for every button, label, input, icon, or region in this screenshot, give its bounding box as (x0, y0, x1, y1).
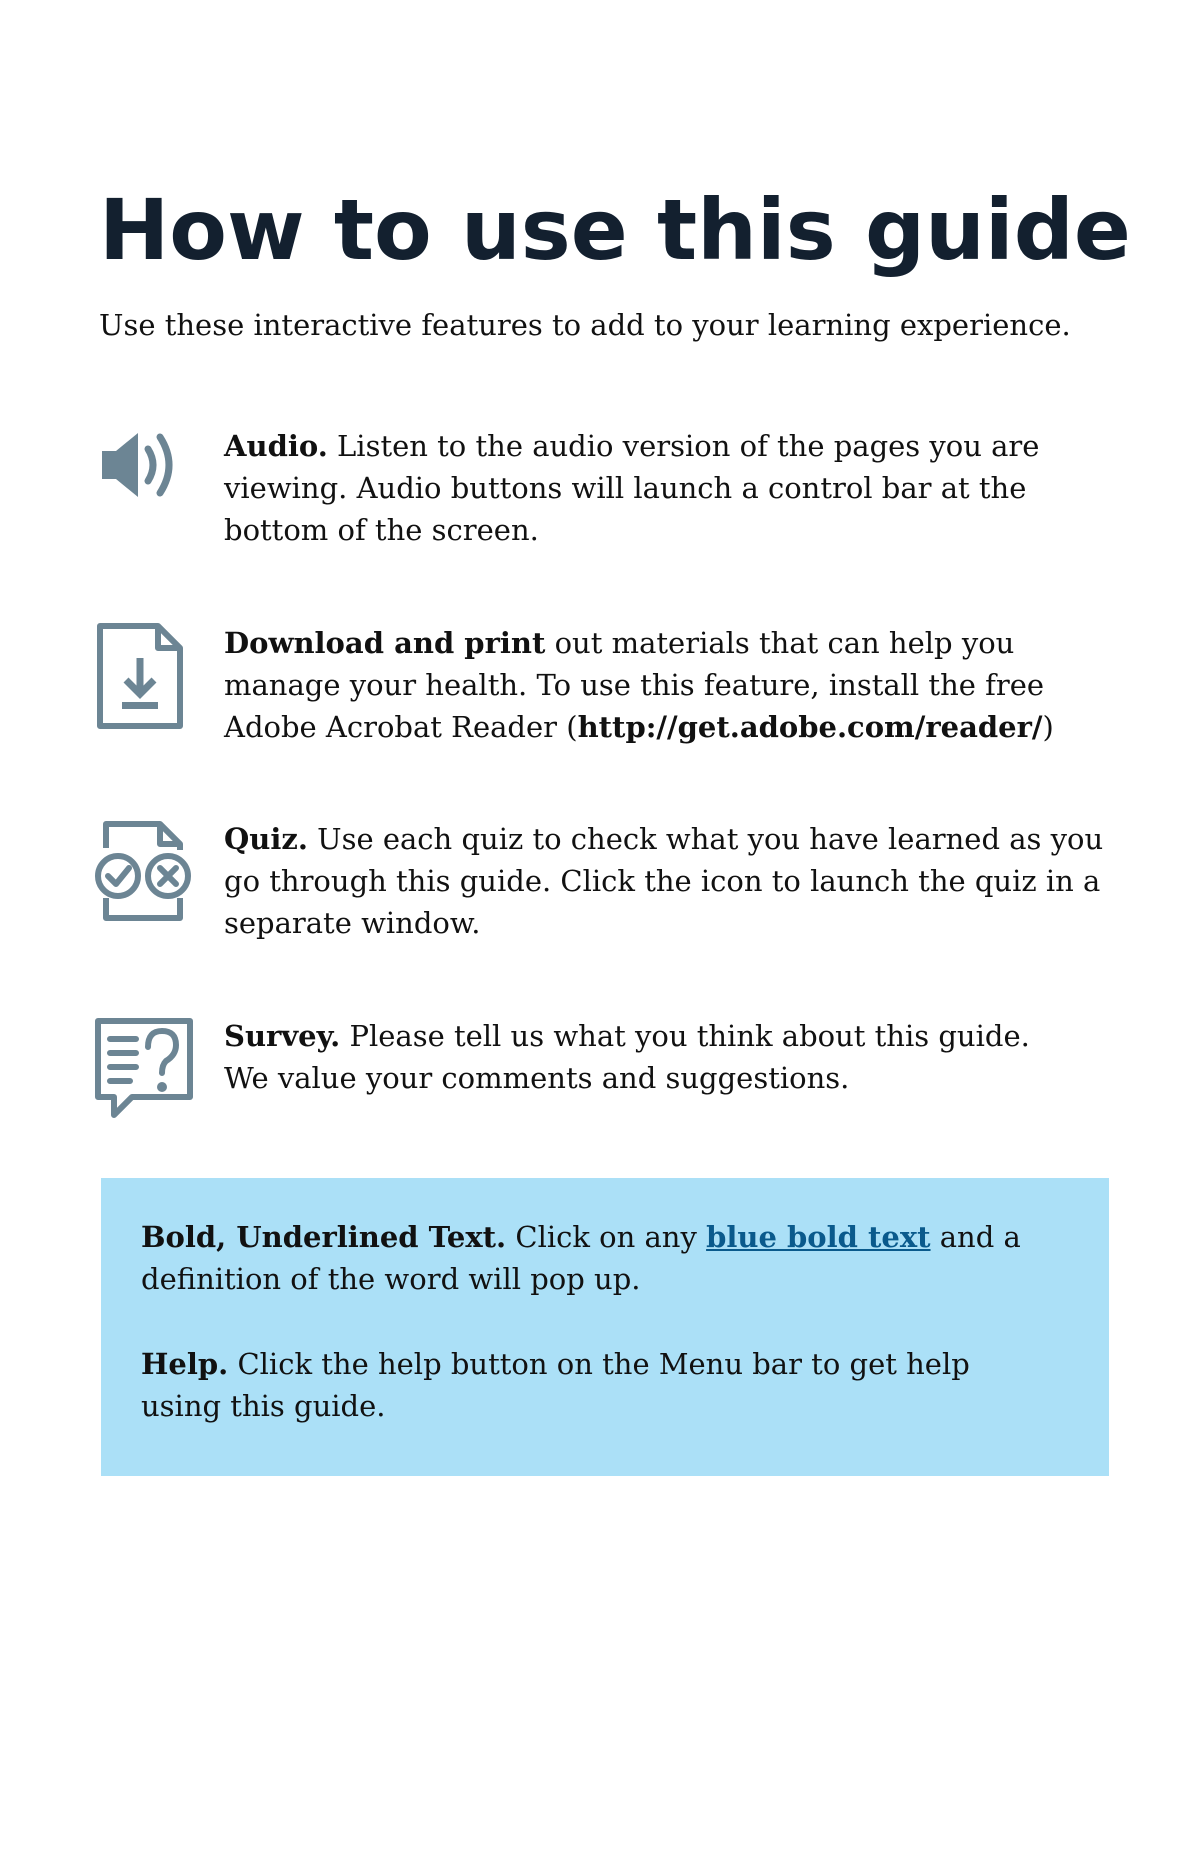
tips-callout (101, 1178, 1109, 1476)
quiz-icon[interactable] (92, 818, 202, 928)
feature-heading: Download and print (224, 626, 546, 660)
feature-audio-text: Audio. Listen to the audio version of the pages you are viewing. Audio buttons will launch a control bar at the bottom of the screen. (224, 429, 1040, 547)
page-title: How to use this guide (99, 181, 1131, 279)
speaker-icon[interactable] (92, 425, 192, 505)
intro-text: Use these interactive features to add to your learning experience. (99, 308, 1071, 342)
survey-icon[interactable] (92, 1015, 202, 1125)
feature-heading: Survey. (224, 1019, 341, 1053)
feature-heading: Quiz. (224, 822, 308, 856)
definition-link[interactable]: blue bold text (706, 1220, 931, 1254)
acrobat-reader-link[interactable]: http://get.adobe.com/reader/ (577, 710, 1043, 744)
feature-survey-text: Survey. Please tell us what you think about this guide. We value your comments and suggestions. (224, 1019, 1030, 1095)
feature-heading: Audio. (224, 429, 328, 463)
tip-heading: Bold, Underlined Text. (141, 1220, 507, 1254)
help-tip: Help. Click the help button on the Menu bar to get help using this guide. (141, 1347, 970, 1423)
bold-text-tip: Bold, Underlined Text. Click on any blue bold text and a definition of the word will pop up. (141, 1220, 1021, 1296)
feature-download-text: Download and print out materials that can help you manage your health. To use this feature, install the free Adobe Acrobat Reader (http://get.adobe.com/reader/) (224, 626, 1054, 744)
tip-heading: Help. (141, 1347, 229, 1381)
download-document-icon[interactable] (92, 622, 192, 732)
feature-quiz-text: Quiz. Use each quiz to check what you have learned as you go through this guide. Click the icon to launch the quiz in a separate window. (224, 822, 1104, 940)
